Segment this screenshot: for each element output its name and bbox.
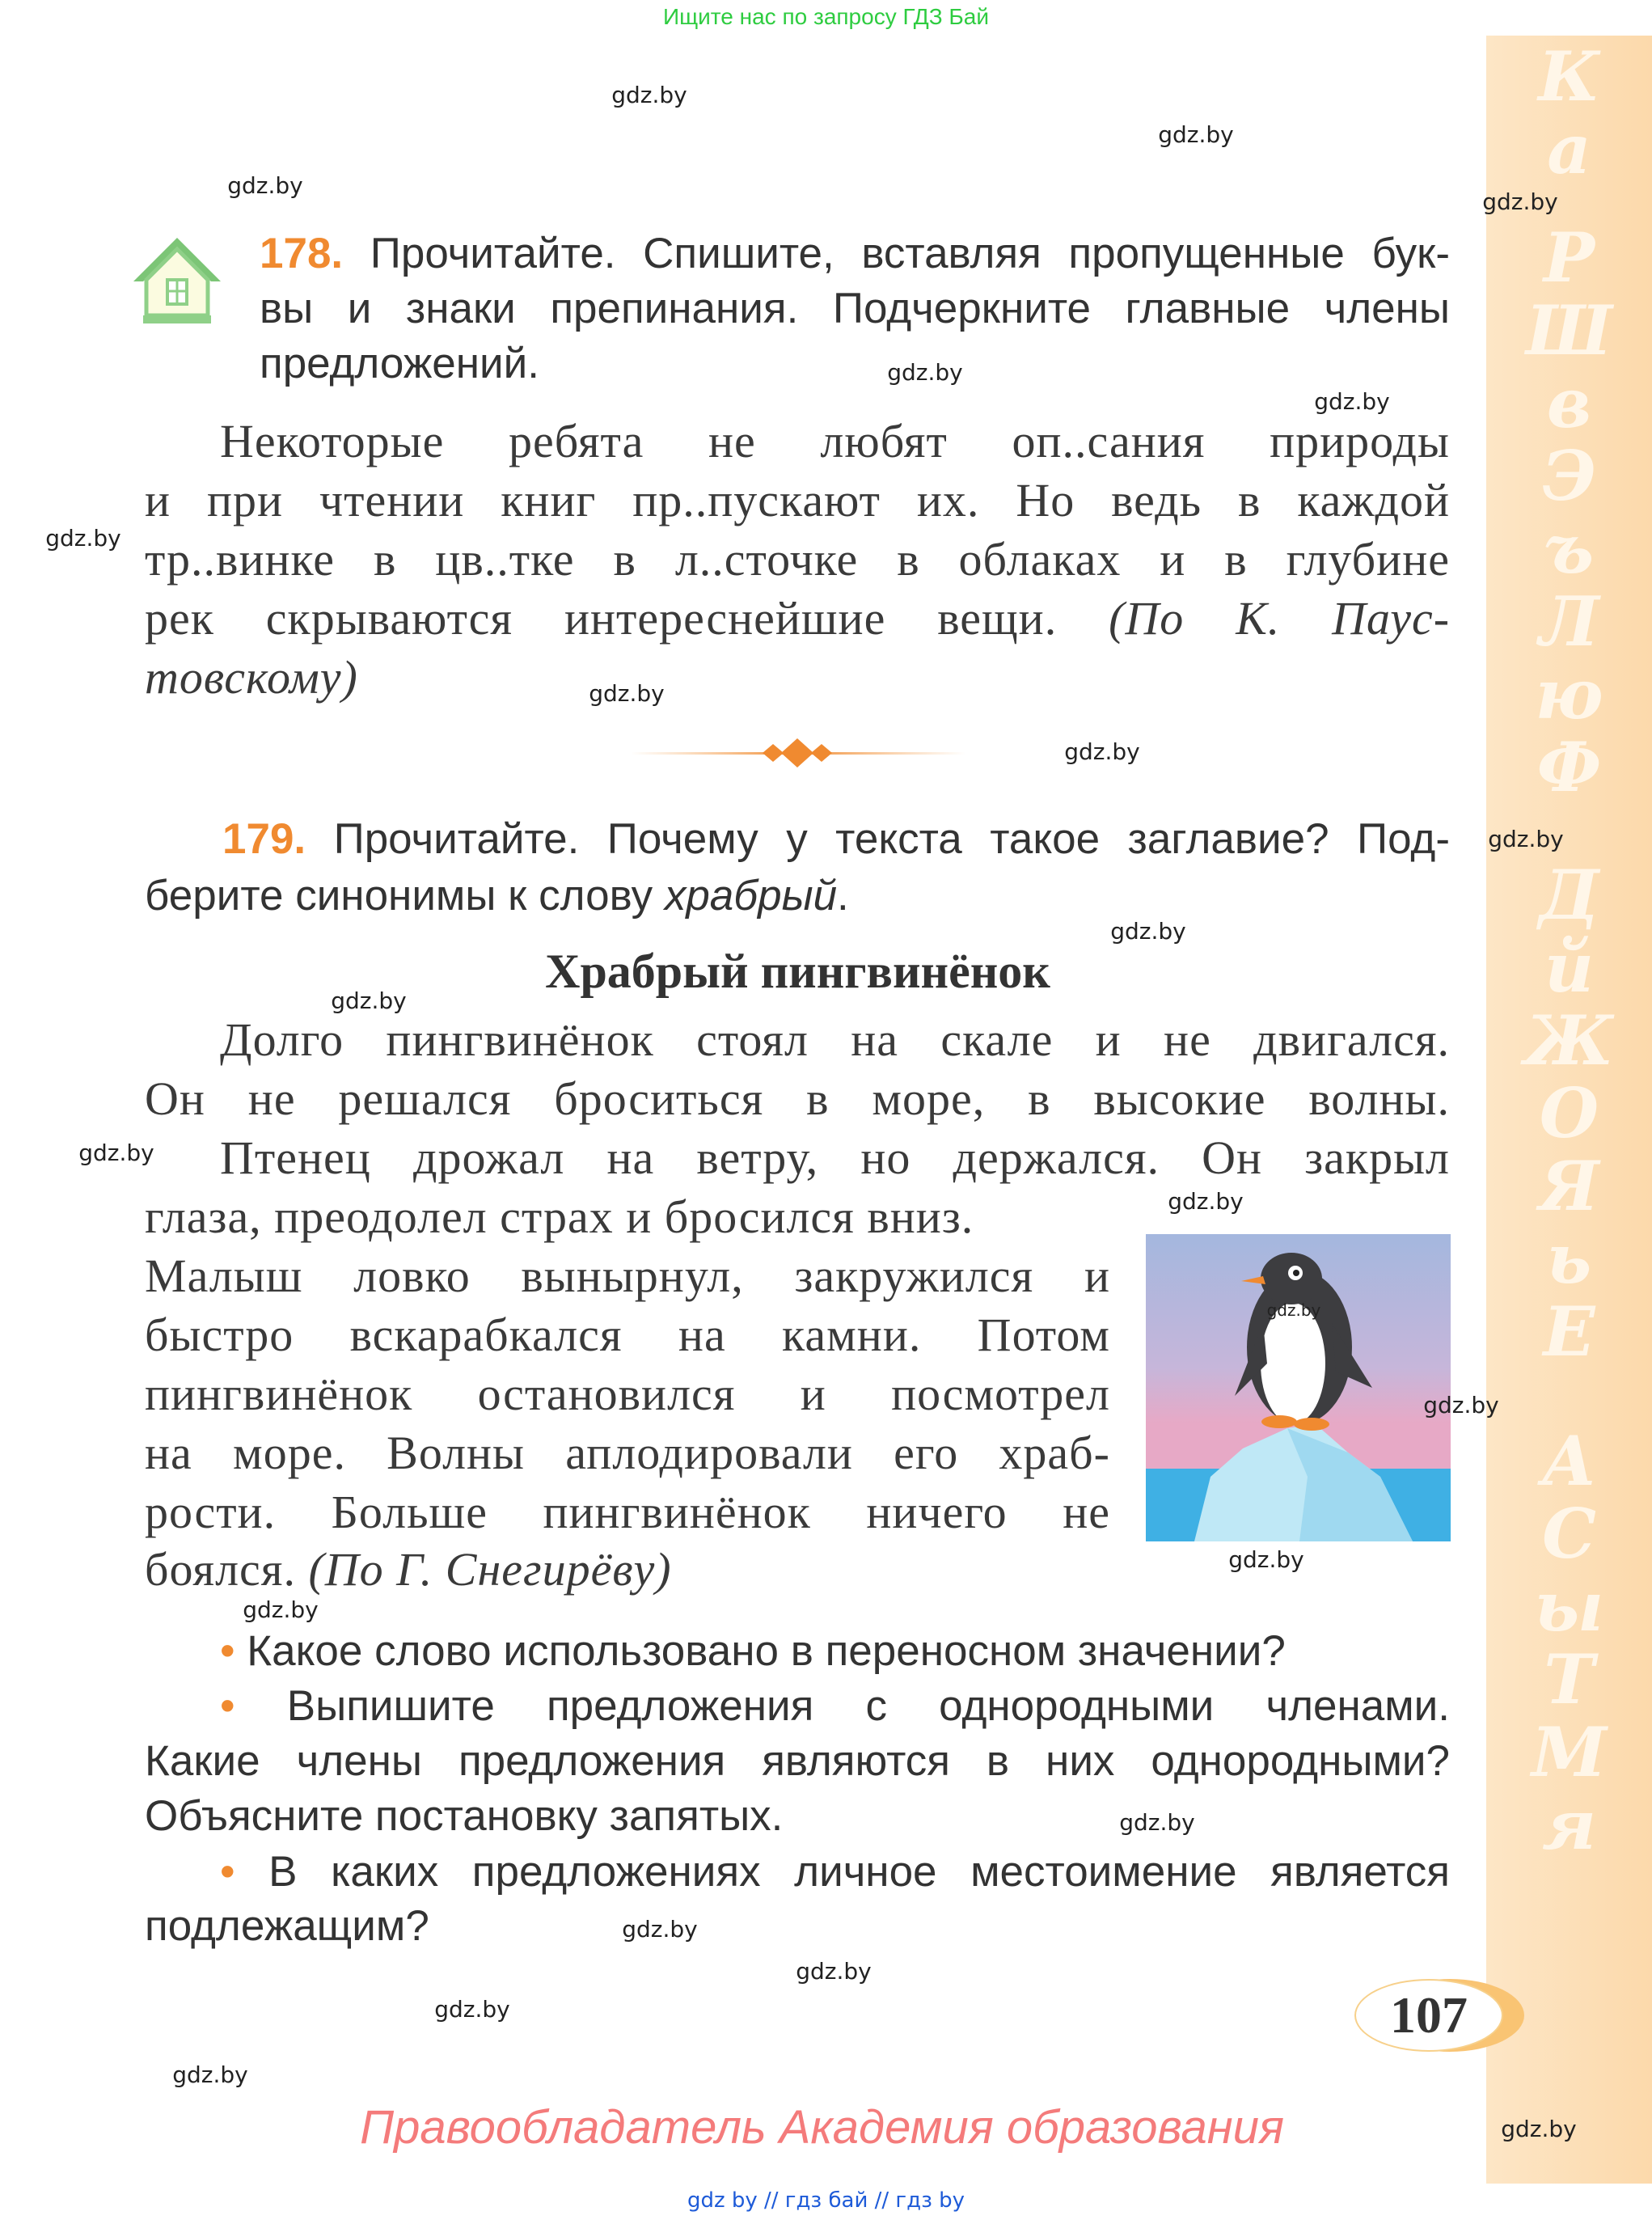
question-text: В каких предложениях личное местоимение является bbox=[268, 1848, 1450, 1896]
story-line: пингвинёнок остановился и посмотрел bbox=[145, 1368, 1110, 1420]
story-line: на море. Волны аплодировали его храб- bbox=[145, 1427, 1110, 1479]
story-line: быстро вскарабкался на камни. Потом bbox=[145, 1309, 1110, 1361]
watermark: gdz.by bbox=[331, 987, 407, 1014]
watermark: gdz.by bbox=[45, 525, 121, 552]
footer-row bbox=[0, 2188, 1652, 2213]
watermark: gdz.by bbox=[1423, 1392, 1499, 1419]
decorative-letter: Ш bbox=[1526, 290, 1612, 370]
decorative-letter: Р bbox=[1543, 218, 1595, 298]
question-text: Выпишите предложения с однородными членами. bbox=[286, 1682, 1450, 1730]
question-item bbox=[220, 1626, 1286, 1677]
decorative-letter: А bbox=[1541, 1421, 1597, 1501]
decorative-letter: ъ bbox=[1544, 509, 1595, 589]
watermark: gdz.by bbox=[1482, 188, 1558, 215]
decorative-letter: С bbox=[1542, 1494, 1596, 1574]
watermark: gdz.by bbox=[1228, 1546, 1304, 1573]
bullet-icon: • bbox=[220, 1627, 235, 1675]
watermark: gdz.by bbox=[1119, 1809, 1195, 1836]
text-line: и при чтении книг пр..пускают их. Но ведь в каждой bbox=[145, 474, 1450, 526]
decorative-letter: Е bbox=[1543, 1292, 1595, 1372]
watermark: gdz.by bbox=[243, 1596, 319, 1623]
task-179-line-2 bbox=[145, 870, 849, 922]
task-178-line-2: вы и знаки препинания. Подчеркните главные члены bbox=[260, 285, 1450, 332]
decorative-letter: Т bbox=[1544, 1639, 1595, 1719]
source-citation: (По К. Паус- bbox=[1109, 592, 1451, 645]
question-item bbox=[220, 1681, 1450, 1732]
decorative-letter: а bbox=[1547, 109, 1591, 189]
task-text: берите синонимы к слову bbox=[145, 872, 653, 920]
story-line: Он не решался броситься в море, в высокие волны. bbox=[145, 1072, 1450, 1125]
question-text: Какое слово использовано в переносном значении? bbox=[247, 1627, 1286, 1675]
watermark: gdz.by bbox=[434, 1996, 510, 2023]
decorative-letter: Я bbox=[1539, 1146, 1599, 1226]
source-citation: (По Г. Снегирёву) bbox=[308, 1543, 672, 1596]
text-line: тр..винке в цв..тке в л..сточке в облаках и в глубине bbox=[145, 533, 1450, 586]
decorative-letter: Ф bbox=[1536, 727, 1602, 807]
text-fragment: рек скрываются интереснейшие вещи. bbox=[145, 592, 1058, 645]
task-178-line-3: предложений. bbox=[260, 340, 539, 387]
decorative-letter: Ж bbox=[1524, 1000, 1614, 1080]
punctuation: . bbox=[837, 872, 849, 920]
story-line: рости. Больше пингвинёнок ничего не bbox=[145, 1486, 1110, 1538]
question-line: Объясните постановку запятых. bbox=[145, 1792, 784, 1840]
watermark: gdz.by bbox=[1168, 1188, 1244, 1215]
decorative-letter: Д bbox=[1539, 855, 1599, 935]
task-text: Прочитайте. Почему у текста такое заглавие? Под- bbox=[333, 815, 1450, 863]
story-line: Малыш ловко вынырнул, закружился и bbox=[145, 1249, 1110, 1302]
decorative-letter: ь bbox=[1546, 1219, 1592, 1299]
story-text: боялся. bbox=[145, 1543, 296, 1596]
watermark: gdz.by bbox=[1064, 738, 1140, 765]
watermark: gdz.by bbox=[78, 1139, 154, 1166]
section-divider bbox=[631, 737, 965, 769]
decorative-letter: О bbox=[1539, 1073, 1599, 1153]
text-line: Некоторые ребята не любят оп..сания природы bbox=[220, 415, 1450, 467]
task-178-line-1 bbox=[260, 228, 1450, 280]
task-179-line-1 bbox=[222, 814, 1450, 865]
decorative-letter: Э bbox=[1542, 436, 1596, 516]
watermark: gdz.by bbox=[622, 1916, 698, 1943]
bullet-icon: • bbox=[220, 1848, 235, 1896]
task-number: 179. bbox=[222, 815, 306, 863]
story-title-row bbox=[0, 946, 1595, 996]
watermark: gdz.by bbox=[1501, 2116, 1577, 2142]
story-title: Храбрый пингвинёнок bbox=[545, 945, 1050, 998]
story-line: Долго пингвинёнок стоял на скале и не двигался. bbox=[220, 1013, 1450, 1066]
italic-word: храбрый bbox=[664, 872, 838, 920]
question-item bbox=[220, 1846, 1450, 1898]
bullet-icon: • bbox=[220, 1682, 235, 1730]
text-line bbox=[145, 594, 1450, 644]
page-number: 107 bbox=[1354, 1979, 1503, 2052]
decorative-letter: К bbox=[1538, 36, 1600, 116]
watermark: gdz.by bbox=[796, 1958, 872, 1985]
watermark: gdz.by bbox=[1266, 1300, 1321, 1320]
source-citation-end: товскому) bbox=[145, 651, 358, 704]
watermark: gdz.by bbox=[172, 2061, 248, 2088]
question-line: подлежащим? bbox=[145, 1902, 429, 1950]
task-text: Прочитайте. Спишите, вставляя пропущенные бук- bbox=[370, 230, 1451, 277]
story-line: глаза, преодолел страх и бросился вниз. bbox=[145, 1190, 974, 1243]
decorative-letter: Л bbox=[1539, 581, 1599, 662]
watermark: gdz.by bbox=[1110, 918, 1186, 945]
watermark: gdz.by bbox=[227, 172, 303, 199]
story-line: Птенец дрожал на ветру, но держался. Он закрыл bbox=[220, 1131, 1450, 1184]
decorative-letter: ю bbox=[1535, 654, 1603, 734]
watermark: gdz.by bbox=[589, 680, 665, 707]
copyright-notice: Правообладатель Академия образования bbox=[360, 2101, 1284, 2154]
home-task-icon bbox=[130, 235, 224, 328]
watermark: gdz.by bbox=[1488, 826, 1564, 852]
footer-links[interactable]: gdz by // гдз бай // гдз by bbox=[687, 2188, 965, 2213]
watermark: gdz.by bbox=[1158, 121, 1234, 148]
watermark: gdz.by bbox=[611, 82, 687, 108]
decorative-letter: в bbox=[1546, 363, 1592, 443]
copyright-row bbox=[0, 2101, 1644, 2154]
question-line: Какие члены предложения являются в них однородными? bbox=[145, 1737, 1450, 1785]
decorative-letter: я bbox=[1542, 1785, 1596, 1865]
search-hint: Ищите нас по запросу ГДЗ Бай bbox=[662, 4, 990, 29]
task-number: 178. bbox=[260, 230, 344, 277]
decorative-letter: й bbox=[1544, 928, 1595, 1008]
watermark: gdz.by bbox=[887, 359, 963, 386]
decorative-letter: М bbox=[1532, 1712, 1607, 1792]
penguin-illustration bbox=[1146, 1234, 1451, 1541]
story-line bbox=[145, 1545, 672, 1595]
decorative-letter: ы bbox=[1534, 1567, 1604, 1647]
watermark: gdz.by bbox=[1314, 388, 1390, 415]
